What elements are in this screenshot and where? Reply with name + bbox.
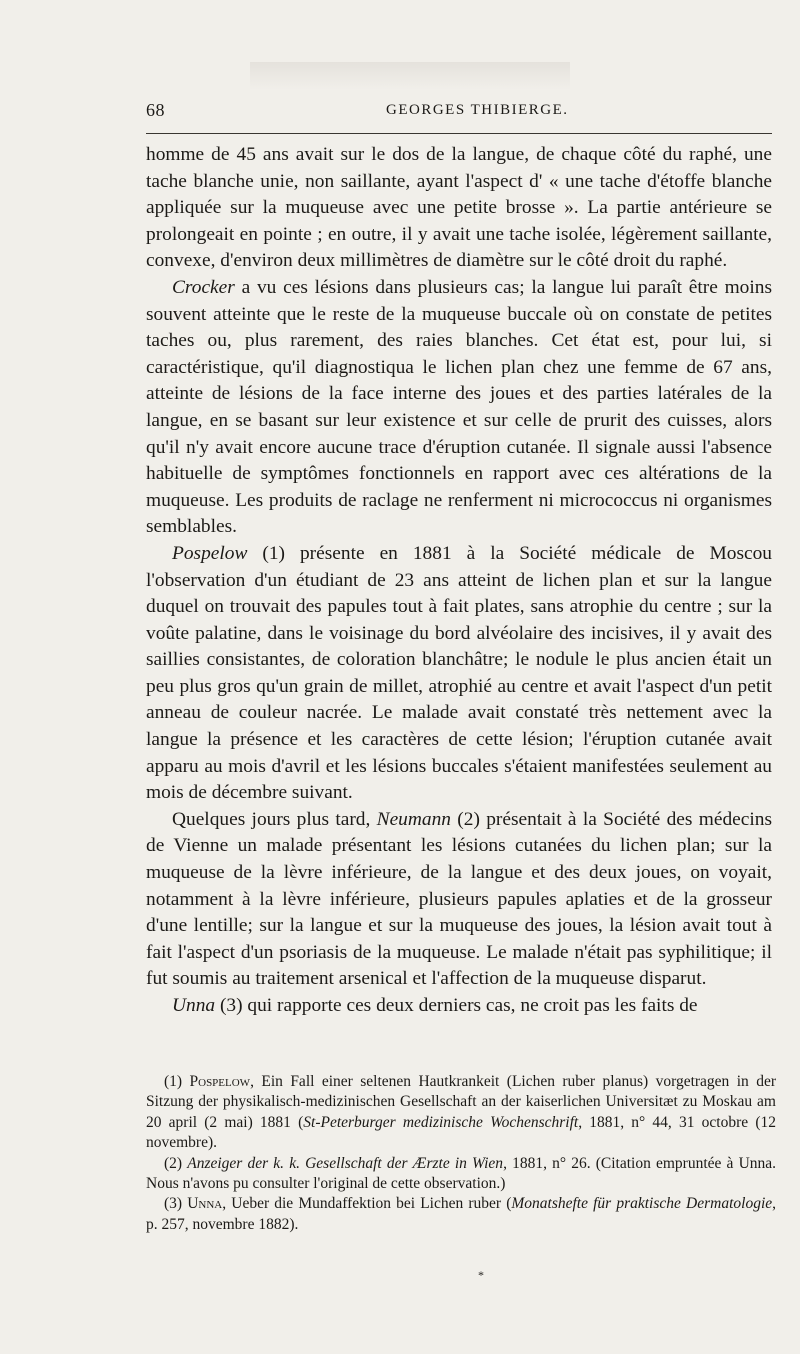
paragraph-text: (1) présente en 1881 à la Société médicale de Moscou l'observation d'un étudiant de 23 ans atteint de lichen plan et sur la langue duquel on trouvait des papules tout à fait plates, sans atrophie du centre ; sur la voûte palatine, dans le voisinage du bord alvéolaire des incisives, il y avait des saillies consistantes, de coloration blanchâtre; le nodule le plus ancien était un peu plus gros qu'un grain de millet, atrophié au centre et avait l'aspect d'un petit anneau de couleur nacrée. Le malade avait constaté très nettement avec la langue la présence et les caractères de cette lésion; l'éruption cutanée avait apparu au mois d'avril et les lésions buccales s'étaient manifestées seulement au mois de décembre suivant. (146, 542, 772, 804)
paragraph-text: (2) présentait à la Société des médecins de Vienne un malade présentant les lésions cutanées du lichen plan; sur la muqueuse de la lèvre inférieure, de la langue et des deux joues, on voyait, notamment à la lèvre inférieure, plusieurs papules aplaties et de la grosseur d'une lentille; sur la langue et sur la muqueuse des joues, la lésion avait tout à fait l'aspect d'un psoriasis de la muqueuse. Le malade n'était pas syphilitique; il fut soumis au traitement arsenical et l'affection de la muqueuse disparut. (146, 808, 772, 990)
footnote-2 (146, 1154, 776, 1195)
paragraph-lead: Quelques jours plus tard, (172, 808, 377, 830)
footnote-text: , Ueber die Mundaffektion bei Lichen ruber ( (222, 1195, 512, 1213)
header-rule (146, 133, 772, 134)
author-name: Neumann (376, 808, 451, 830)
footnote-citation: Monatshefte für praktische Dermatologie (511, 1195, 773, 1213)
page-number: 68 (146, 100, 165, 120)
footnote-number: (3) (164, 1195, 183, 1213)
body-text (146, 142, 772, 1020)
footnote-author: Pospelow (189, 1073, 251, 1090)
page-mark: * (478, 1268, 484, 1282)
footnote-tail: , 1881, n° 44, 31 octobre (12 novembre). (146, 1113, 776, 1152)
footnote-citation: Anzeiger der k. k. Gesellschaft der Ærzte in Wien (187, 1154, 504, 1172)
footnote-citation: St-Peterburger medizinische Wochenschrift (303, 1113, 579, 1131)
running-head (146, 100, 772, 124)
paragraph-text: a vu ces lésions dans plusieurs cas; la langue lui paraît être moins souvent atteinte que le reste de la muqueuse buccale où on constate de petites taches ou, plus rarement, des raies blanches. Cet état est, pour lui, si caractéristique, qu'il diagnostiqua le lichen plan chez une femme de 67 ans, atteinte de lésions de la face interne des joues et des parties latérales de la langue, en se basant sur leur existence et sur celle de prurit des cuisses, alors qu'il n'y avait encore aucune trace d'éruption cutanée. Il signale aussi l'absence habituelle de symptômes fonctionnels en rapport avec ces altérations de la muqueuse. Les produits de raclage ne renferment ni micrococcus ni organismes semblables. (146, 276, 772, 538)
footnote-number: (2) (164, 1154, 183, 1172)
paragraph-crocker (146, 275, 772, 541)
paragraph-continuation (146, 142, 772, 275)
show-through-bleed (250, 62, 570, 90)
footnote-tail: , p. 257, novembre 1882). (146, 1195, 777, 1233)
author-name: Pospelow (172, 542, 248, 564)
paragraph-pospelow (146, 541, 772, 807)
paragraph-neumann (146, 807, 772, 993)
footnote-3 (146, 1194, 776, 1235)
running-title: GEORGES THIBIERGE. (386, 102, 569, 118)
author-name: Unna (172, 995, 216, 1016)
paragraph-unna (146, 993, 772, 1020)
footnote-number: (1) (164, 1073, 183, 1090)
footnote-tail: , 1881, n° 26. (Citation empruntée à Unna. Nous n'avons pu consulter l'original de cette observation.) (146, 1154, 777, 1193)
footnote-1 (146, 1072, 776, 1154)
paragraph-text: (3) qui rapporte ces deux derniers cas, ne croit pas les faits de (215, 995, 698, 1016)
footnote-author: Unna (187, 1195, 223, 1213)
paragraph-text: homme de 45 ans avait sur le dos de la langue, de chaque côté du raphé, une tache blanche unie, non saillante, ayant l'aspect d' « une tache d'étoffe blanche appliquée sur la muqueuse avec une petite brosse ». La partie antérieure se prolongeait en pointe ; en outre, il y avait une tache isolée, légèrement saillante, convexe, d'environ deux millimètres de diamètre sur le côté droit du raphé. (146, 144, 772, 272)
author-name: Crocker (172, 276, 235, 298)
footnotes (146, 1072, 776, 1235)
footnote-text: , Ein Fall einer seltenen Hautkrankeit (Lichen ruber planus) vorgetragen in der Sitzung der physikalisch-medizinischen Gesellschaft an der kaiserlichen Universitæt zu Moskau am 20 april (2 mai) 1881 ( (146, 1073, 776, 1131)
